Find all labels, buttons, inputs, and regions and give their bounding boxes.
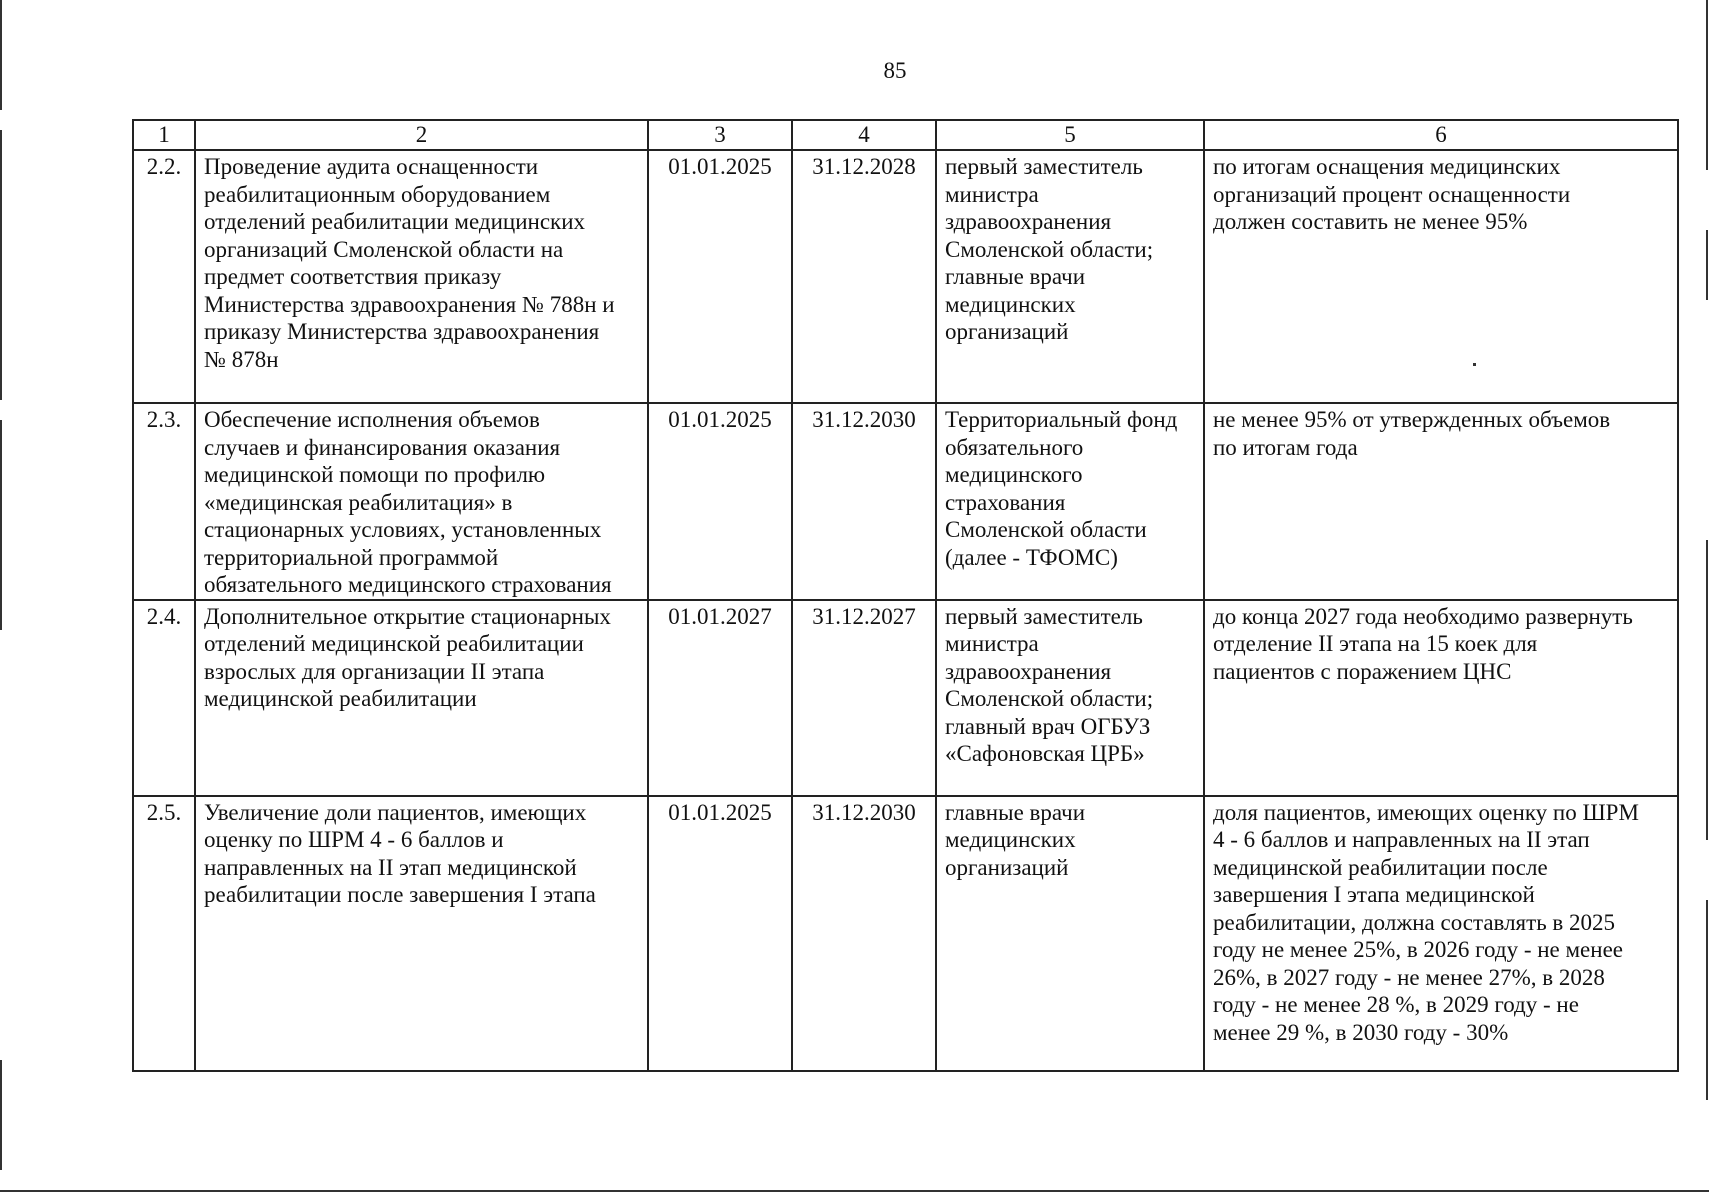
row-description: Дополнительное открытие стационарных отделений медицинской реабилитации взрослых для организации II этапа медицинской реабилитации bbox=[195, 600, 648, 796]
scan-edge-mark bbox=[1706, 230, 1708, 300]
scan-edge-mark bbox=[1706, 540, 1708, 840]
scan-edge-mark bbox=[0, 130, 2, 400]
row-result: не менее 95% от утвержденных объемов по итогам года bbox=[1204, 403, 1678, 600]
column-header: 1 bbox=[133, 120, 195, 150]
row-start-date: 01.01.2025 bbox=[648, 403, 792, 600]
row-responsible: первый заместитель министра здравоохранения Смоленской области; главный врач ОГБУЗ «Сафоновская ЦРБ» bbox=[936, 600, 1204, 796]
row-responsible: главные врачи медицинских организаций bbox=[936, 796, 1204, 1071]
scan-edge-mark bbox=[0, 1060, 2, 1170]
row-result: до конца 2027 года необходимо развернуть отделение II этапа на 15 коек для пациентов с поражением ЦНС bbox=[1204, 600, 1678, 796]
table-row bbox=[133, 403, 1678, 600]
row-end-date: 31.12.2030 bbox=[792, 403, 936, 600]
row-start-date: 01.01.2025 bbox=[648, 796, 792, 1071]
column-header: 4 bbox=[792, 120, 936, 150]
scan-speck bbox=[1473, 363, 1476, 366]
page-number: 85 bbox=[883, 58, 907, 83]
column-header: 3 bbox=[648, 120, 792, 150]
row-responsible: Территориальный фонд обязательного медицинского страхования Смоленской области (далее - ТФОМС) bbox=[936, 403, 1204, 600]
row-number: 2.5. bbox=[133, 796, 195, 1071]
row-number: 2.3. bbox=[133, 403, 195, 600]
table-row bbox=[133, 150, 1678, 403]
scan-edge-mark bbox=[0, 420, 2, 630]
row-start-date: 01.01.2027 bbox=[648, 600, 792, 796]
scan-edge-mark bbox=[0, 0, 2, 110]
row-start-date: 01.01.2025 bbox=[648, 150, 792, 403]
plan-table bbox=[132, 119, 1679, 1072]
column-header: 5 bbox=[936, 120, 1204, 150]
row-end-date: 31.12.2027 bbox=[792, 600, 936, 796]
row-description: Увеличение доли пациентов, имеющих оценку по ШРМ 4 - 6 баллов и направленных на II этап медицинской реабилитации после завершения I этапа bbox=[195, 796, 648, 1071]
table-row bbox=[133, 600, 1678, 796]
row-result: по итогам оснащения медицинских организаций процент оснащенности должен составить не менее 95% bbox=[1204, 150, 1678, 403]
scan-edge-mark bbox=[1706, 0, 1708, 170]
column-header: 6 bbox=[1204, 120, 1678, 150]
row-end-date: 31.12.2030 bbox=[792, 796, 936, 1071]
row-end-date: 31.12.2028 bbox=[792, 150, 936, 403]
scan-bottom-line bbox=[0, 1190, 1709, 1192]
row-description: Проведение аудита оснащенности реабилитационным оборудованием отделений реабилитации медицинских организаций Смоленской области на предмет соответствия приказу Министерства здравоохранения № 788н и приказу Министерства здравоохранения № 878н bbox=[195, 150, 648, 403]
table-header-row bbox=[133, 120, 1678, 150]
row-responsible: первый заместитель министра здравоохранения Смоленской области; главные врачи медицинских организаций bbox=[936, 150, 1204, 403]
column-header: 2 bbox=[195, 120, 648, 150]
row-result: доля пациентов, имеющих оценку по ШРМ 4 - 6 баллов и направленных на II этап медицинской реабилитации после завершения I этапа медицинской реабилитации, должна составлять в 2025 году не менее 25%, в 2026 году - не менее 26%, в 2027 году - не менее 27%, в 2028 году - не менее 28 %, в 2029 году - не менее 29 %, в 2030 году - 30% bbox=[1204, 796, 1678, 1071]
table-row bbox=[133, 796, 1678, 1071]
row-number: 2.2. bbox=[133, 150, 195, 403]
row-number: 2.4. bbox=[133, 600, 195, 796]
row-description: Обеспечение исполнения объемов случаев и финансирования оказания медицинской помощи по профилю «медицинская реабилитация» в стационарных условиях, установленных территориальной программой обязательного медицинского страхования bbox=[195, 403, 648, 600]
scan-edge-mark bbox=[1706, 900, 1708, 1100]
